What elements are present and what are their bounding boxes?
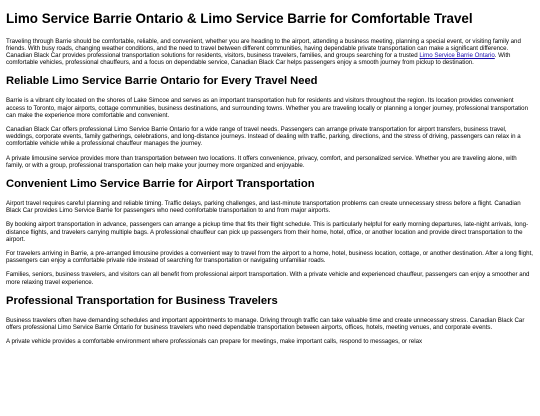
section-heading-airport-transportation: Convenient Limo Service Barrie for Airport Transportation: [6, 177, 315, 190]
section-3-paragraph-2: A private vehicle provides a comfortable environment where professionals can prepare for meetings, make important calls, respond to messages, or relax: [6, 338, 423, 346]
section-3-paragraph-1: Business travelers often have demanding schedules and important appointments to manage. Driving through traffic can take valuable time and create unnecessary stress. Canadian Black Car offers professional Limo Service Barrie Ontario for business travelers who need dependable transportation between airports, offices, hotels, meeting venues, and corporate events.: [6, 316, 525, 331]
section-2-paragraph-3: For travelers arriving in Barrie, a pre-arranged limousine provides a convenient way to travel from the airport to a home, hotel, business location, cottage, or another destination. After a long flight, passengers can enjoy a comfortable private ride instead of searching for transportation or navigating unfamiliar roads.: [6, 249, 534, 265]
section-2-paragraph-1: Airport travel requires careful planning and reliable timing. Traffic delays, parking challenges, and last-minute transportation problems can create unnecessary stress before a flight. Canadian Black Car provides Limo Service Barrie for passengers who need comfortable transportation to and from major airports.: [6, 199, 521, 215]
limo-service-barrie-ontario-link[interactable]: Limo Service Barrie Ontario: [419, 51, 495, 59]
intro-paragraph: [6, 38, 534, 67]
article: [0, 11, 540, 345]
intro-text-before-link: Traveling through Barrie should be comfortable, reliable, and convenient, whether you are heading to the airport, attending a business meeting, planning a special event, or visiting family and friends. With busy roads, changing weather conditions, and the need to travel between different communities, having dependable private transportation can make a significant difference. Canadian Black Car provides professional transportation solutions for residents, visitors, business travelers, families, and groups searching for a trusted: [6, 37, 521, 59]
section-1-paragraph-2: Canadian Black Car offers professional Limo Service Barrie Ontario for a wide range of travel needs. Passengers can arrange private transportation for airport transfers, business travel, weddings, corporate events, family gatherings, celebrations, and long-distance journeys. Instead of dealing with traffic, parking, directions, and the stress of driving, passengers can relax in a comfortable vehicle while a professional chauffeur manages the journey.: [6, 125, 521, 148]
page-title: Limo Service Barrie Ontario & Limo Service Barrie for Comfortable Travel: [6, 11, 473, 26]
section-heading-reliable-limo-service: Reliable Limo Service Barrie Ontario for Every Travel Need: [6, 75, 318, 88]
section-2-paragraph-4: Families, seniors, business travelers, and visitors can all benefit from professional airport transportation. With a private vehicle and experienced chauffeur, passengers can enjoy a smoother and more relaxing travel experience.: [6, 271, 530, 286]
intro-text-after-link: . With comfortable vehicles, professional chauffeurs, and a focus on dependable service, Canadian Black Car helps passengers enjoy a smooth journey from pickup to destination.: [6, 51, 511, 67]
section-1-paragraph-3: A private limousine service provides more than transportation between two locations. It offers convenience, privacy, comfort, and personalized service. Whether you are traveling alone, with family, or with a group, professional transportation can help make your journey more organized and enjoyable.: [6, 154, 517, 169]
section-1-paragraph-1: Barrie is a vibrant city located on the shores of Lake Simcoe and serves as an important transportation hub for residents and visitors throughout the region. Its location provides convenient access to Toronto, major airports, cottage communities, business destinations, and surrounding towns. Whether you are traveling locally or planning a longer journey, professional transportation can make the experience more comfortable and convenient.: [6, 97, 529, 119]
section-heading-business-travelers: Professional Transportation for Business Travelers: [6, 294, 278, 307]
section-2-paragraph-2: By booking airport transportation in advance, passengers can arrange a pickup time that fits their flight schedule. This is particularly helpful for early morning departures, late-night arrivals, long-distance flights, and travelers carrying multiple bags. A professional chauffeur can pick up passengers from their home, hotel, office, or another location and provide direct transportation to the airport.: [6, 221, 529, 243]
